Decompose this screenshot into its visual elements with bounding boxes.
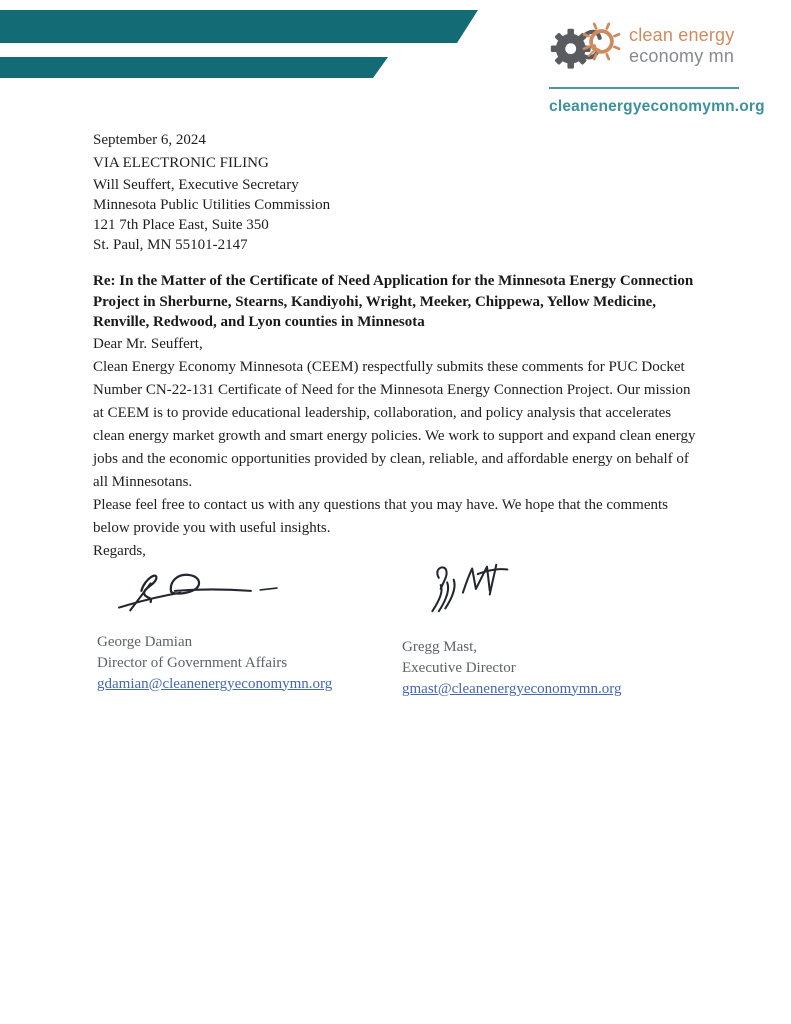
recipient-line: St. Paul, MN 55101-2147 (93, 237, 248, 253)
signer-email-link[interactable]: gdamian@cleanenergyeconomymn.org (97, 675, 333, 692)
brand-website-url: cleanenergyeconomymn.org (549, 98, 765, 115)
delivery-method: VIA ELECTRONIC FILING (93, 155, 269, 171)
signer-column-right (398, 563, 699, 700)
logo-row (549, 16, 739, 76)
logo-wordmark-line1: clean energy (629, 25, 735, 45)
signer-info-george-damian (97, 632, 398, 695)
header-accent-bar-bottom (0, 57, 388, 78)
salutation: Dear Mr. Seuffert, (93, 335, 203, 352)
gear-and-sun-infinity-icon (549, 16, 625, 76)
signature-gregg-mast (424, 559, 512, 617)
body-paragraph: Please feel free to contact us with any questions that you may have. We hope that the comments below provide you with useful insights. (93, 496, 669, 536)
body-paragraph: Clean Energy Economy Minnesota (CEEM) respectfully submits these comments for PUC Docket Number CN-22-131 Certificate of Need for the Minnesota Energy Connection Project. Our mission at CEEM is to provide educational leadership, collaboration, and policy analysis that accelerates clean energy market growth and smart energy policies. We work to support and expand clean energy jobs and the economic opportunities provided by clean, reliable, and affordable energy on behalf of all Minnesotans. (93, 358, 696, 490)
recipient-address-block (93, 175, 699, 255)
logo-divider (549, 87, 739, 89)
logo-wordmark-line2: economy mn (629, 46, 735, 66)
signer-info-gregg-mast (402, 637, 699, 700)
signer-name: Gregg Mast, (402, 638, 477, 655)
signer-column-left (93, 563, 398, 695)
closing: Regards, (93, 542, 146, 559)
signer-title: Executive Director (402, 659, 516, 676)
letter-date: September 6, 2024 (93, 132, 206, 148)
recipient-line: 121 7th Place East, Suite 350 (93, 217, 269, 233)
subject-line: Re: In the Matter of the Certificate of Need Application for the Minnesota Energy Connection Project in Sherburne, Stearns, Kandiyohi, Wright, Meeker, Chippewa, Yellow Medicine, Renville, Redwood, and Lyon counties in Minnesota (93, 273, 694, 330)
signer-name: George Damian (97, 633, 193, 650)
signature-george-damian (105, 563, 291, 615)
sun-icon (584, 24, 619, 59)
logo-wordmark (629, 25, 734, 67)
signer-email-link[interactable]: gmast@cleanenergyeconomymn.org (402, 680, 622, 697)
signature-row (93, 563, 699, 700)
letter-body (93, 129, 699, 700)
recipient-line: Minnesota Public Utilities Commission (93, 197, 331, 213)
signer-title: Director of Government Affairs (97, 654, 288, 671)
recipient-line: Will Seuffert, Executive Secretary (93, 177, 299, 193)
header-accent-bar-top (0, 10, 478, 43)
brand-logo-block (549, 16, 765, 116)
